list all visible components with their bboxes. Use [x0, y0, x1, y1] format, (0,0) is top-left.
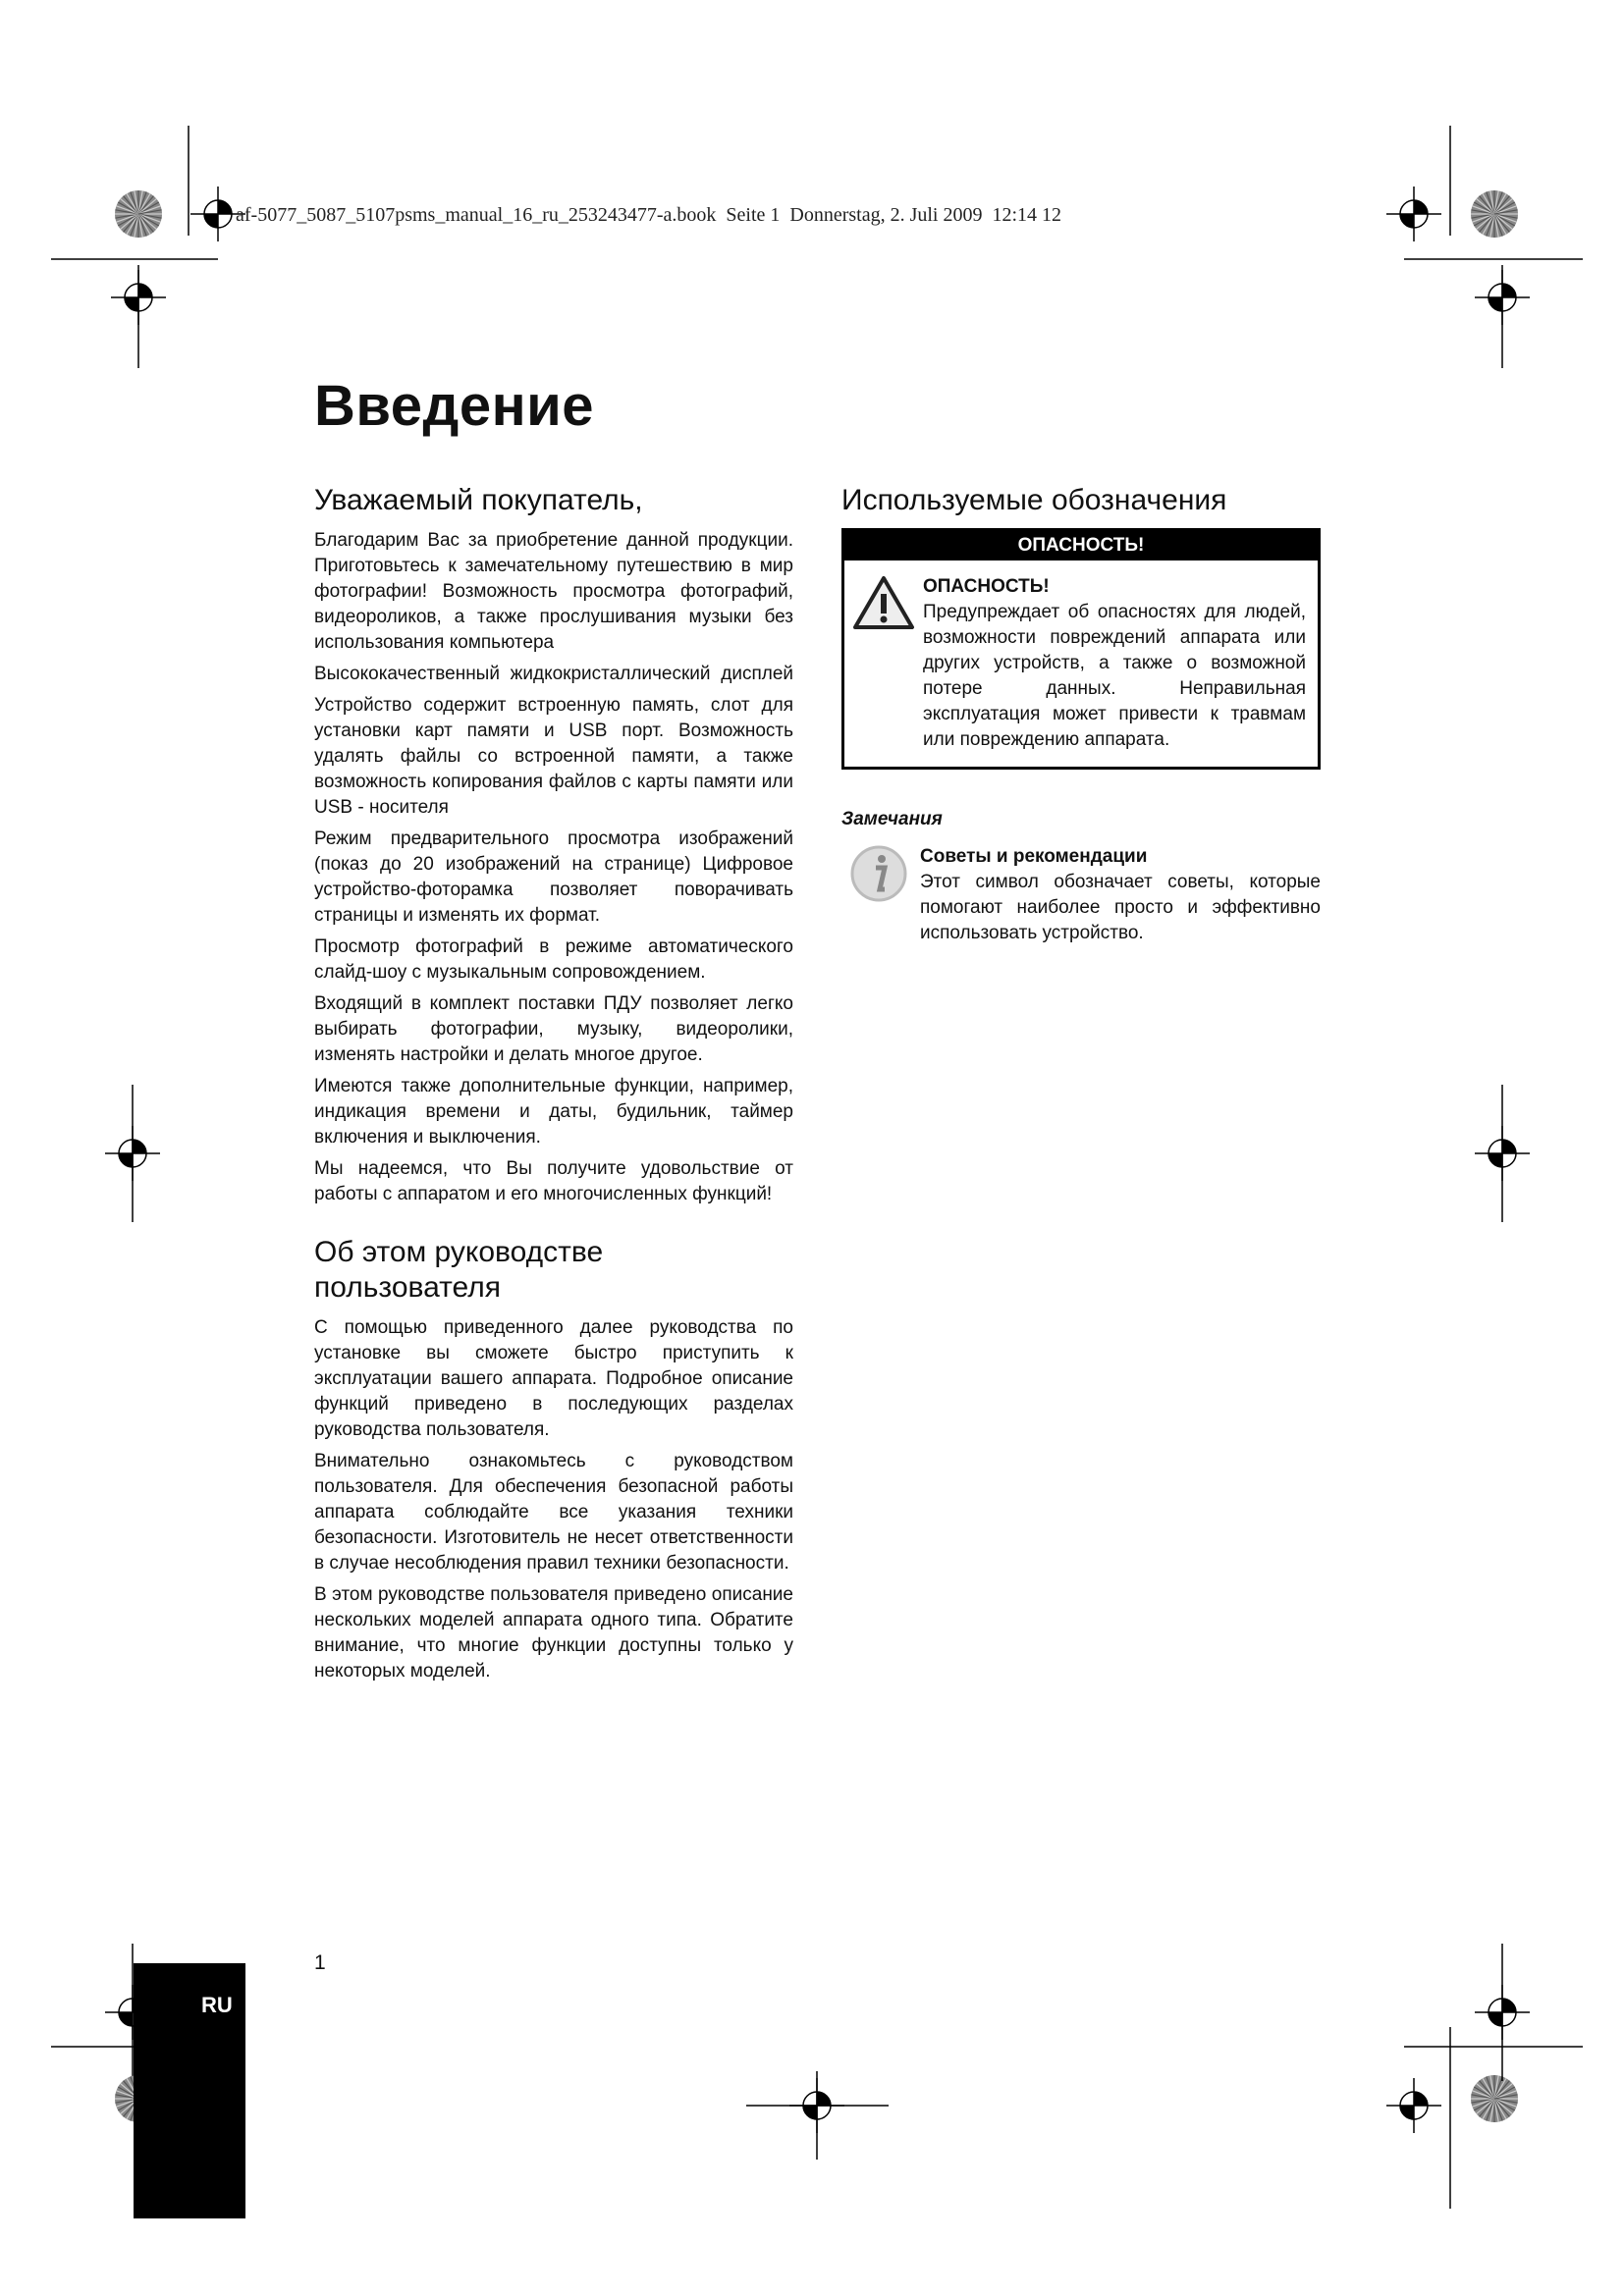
paragraph: Режим предварительного просмотра изображений (показ до 20 изображений на странице) Цифровое устройство-фоторамка позволяет поворачивать страницы и изменять их формат.: [314, 828, 793, 926]
language-tab-label: RU: [201, 1993, 233, 2017]
paragraph: С помощью приведенного далее руководства по установке вы сможете быстро приступить к эксплуатации вашего аппарата. Подробное описание функций приведено в последующих разделах руководства пользователя.: [314, 1317, 793, 1440]
page-title: Введение: [314, 374, 595, 438]
tips-title: Советы и рекомендации: [920, 846, 1148, 867]
danger-title: ОПАСНОСТЬ!: [923, 576, 1050, 597]
tips-text: Этот символ обозначает советы, которые помогают наиболее просто и эффективно использовать устройство.: [920, 872, 1321, 943]
paragraph: Высококачественный жидкокристаллический дисплей: [314, 664, 793, 684]
page-number: 1: [314, 1951, 326, 1974]
right-column: [841, 483, 1321, 952]
info-icon: [849, 844, 920, 952]
paragraph: Мы надеемся, что Вы получите удовольствие от работы с аппаратом и его многочисленных функций!: [314, 1158, 793, 1204]
danger-box: [841, 528, 1321, 770]
file-header-line: af-5077_5087_5107psms_manual_16_ru_253243477-a.book Seite 1 Donnerstag, 2. Juli 2009 12:14 12: [236, 204, 1062, 226]
paragraph: Имеются также дополнительные функции, например, индикация времени и даты, будильник, таймер включения и выключения.: [314, 1076, 793, 1148]
tips-block: [841, 844, 1321, 952]
paragraph: Внимательно ознакомьтесь с руководством пользователя. Для обеспечения безопасной работы аппарата соблюдайте все указания техники безопасности. Изготовитель не несет ответственности в случае несоблюдения правил техники безопасности.: [314, 1451, 793, 1574]
heading-about-manual: Об этом руководстве пользователя: [314, 1236, 604, 1304]
heading-symbols: Используемые обозначения: [841, 484, 1227, 516]
danger-text: Предупреждает об опасностях для людей, возможности повреждений аппарата или других устройств, а также о возможной потере данных. Неправильная эксплуатация может привести к травмам или повреждению аппарата.: [923, 602, 1306, 750]
paragraph: Устройство содержит встроенную память, слот для установки карт памяти и USB порт. Возможность удалять файлы со встроенной памяти, а также возможность копирования файлов с карты памяти или USB - носителя: [314, 695, 793, 818]
danger-bar: ОПАСНОСТЬ!: [844, 531, 1318, 561]
left-column: [314, 483, 793, 1690]
paragraph: Входящий в комплект поставки ПДУ позволяет легко выбирать фотографии, музыку, видеоролики, изменять настройки и делать многое другое.: [314, 993, 793, 1065]
paragraph: Благодарим Вас за приобретение данной продукции. Приготовьтесь к замечательному путешествию в мир фотографии! Возможность просмотра фотографий, видеороликов, а также прослушивания музыки без использования компьютера: [314, 530, 793, 653]
warning-triangle-icon: [852, 574, 923, 759]
paragraph: В этом руководстве пользователя приведено описание нескольких моделей аппарата одного типа. Обратите внимание, что многие функции доступны только у некоторых моделей.: [314, 1584, 793, 1682]
paragraph: Просмотр фотографий в режиме автоматического слайд-шоу с музыкальным сопровождением.: [314, 936, 793, 983]
notes-label: Замечания: [841, 809, 943, 829]
heading-dear-customer: Уважаемый покупатель,: [314, 484, 643, 516]
